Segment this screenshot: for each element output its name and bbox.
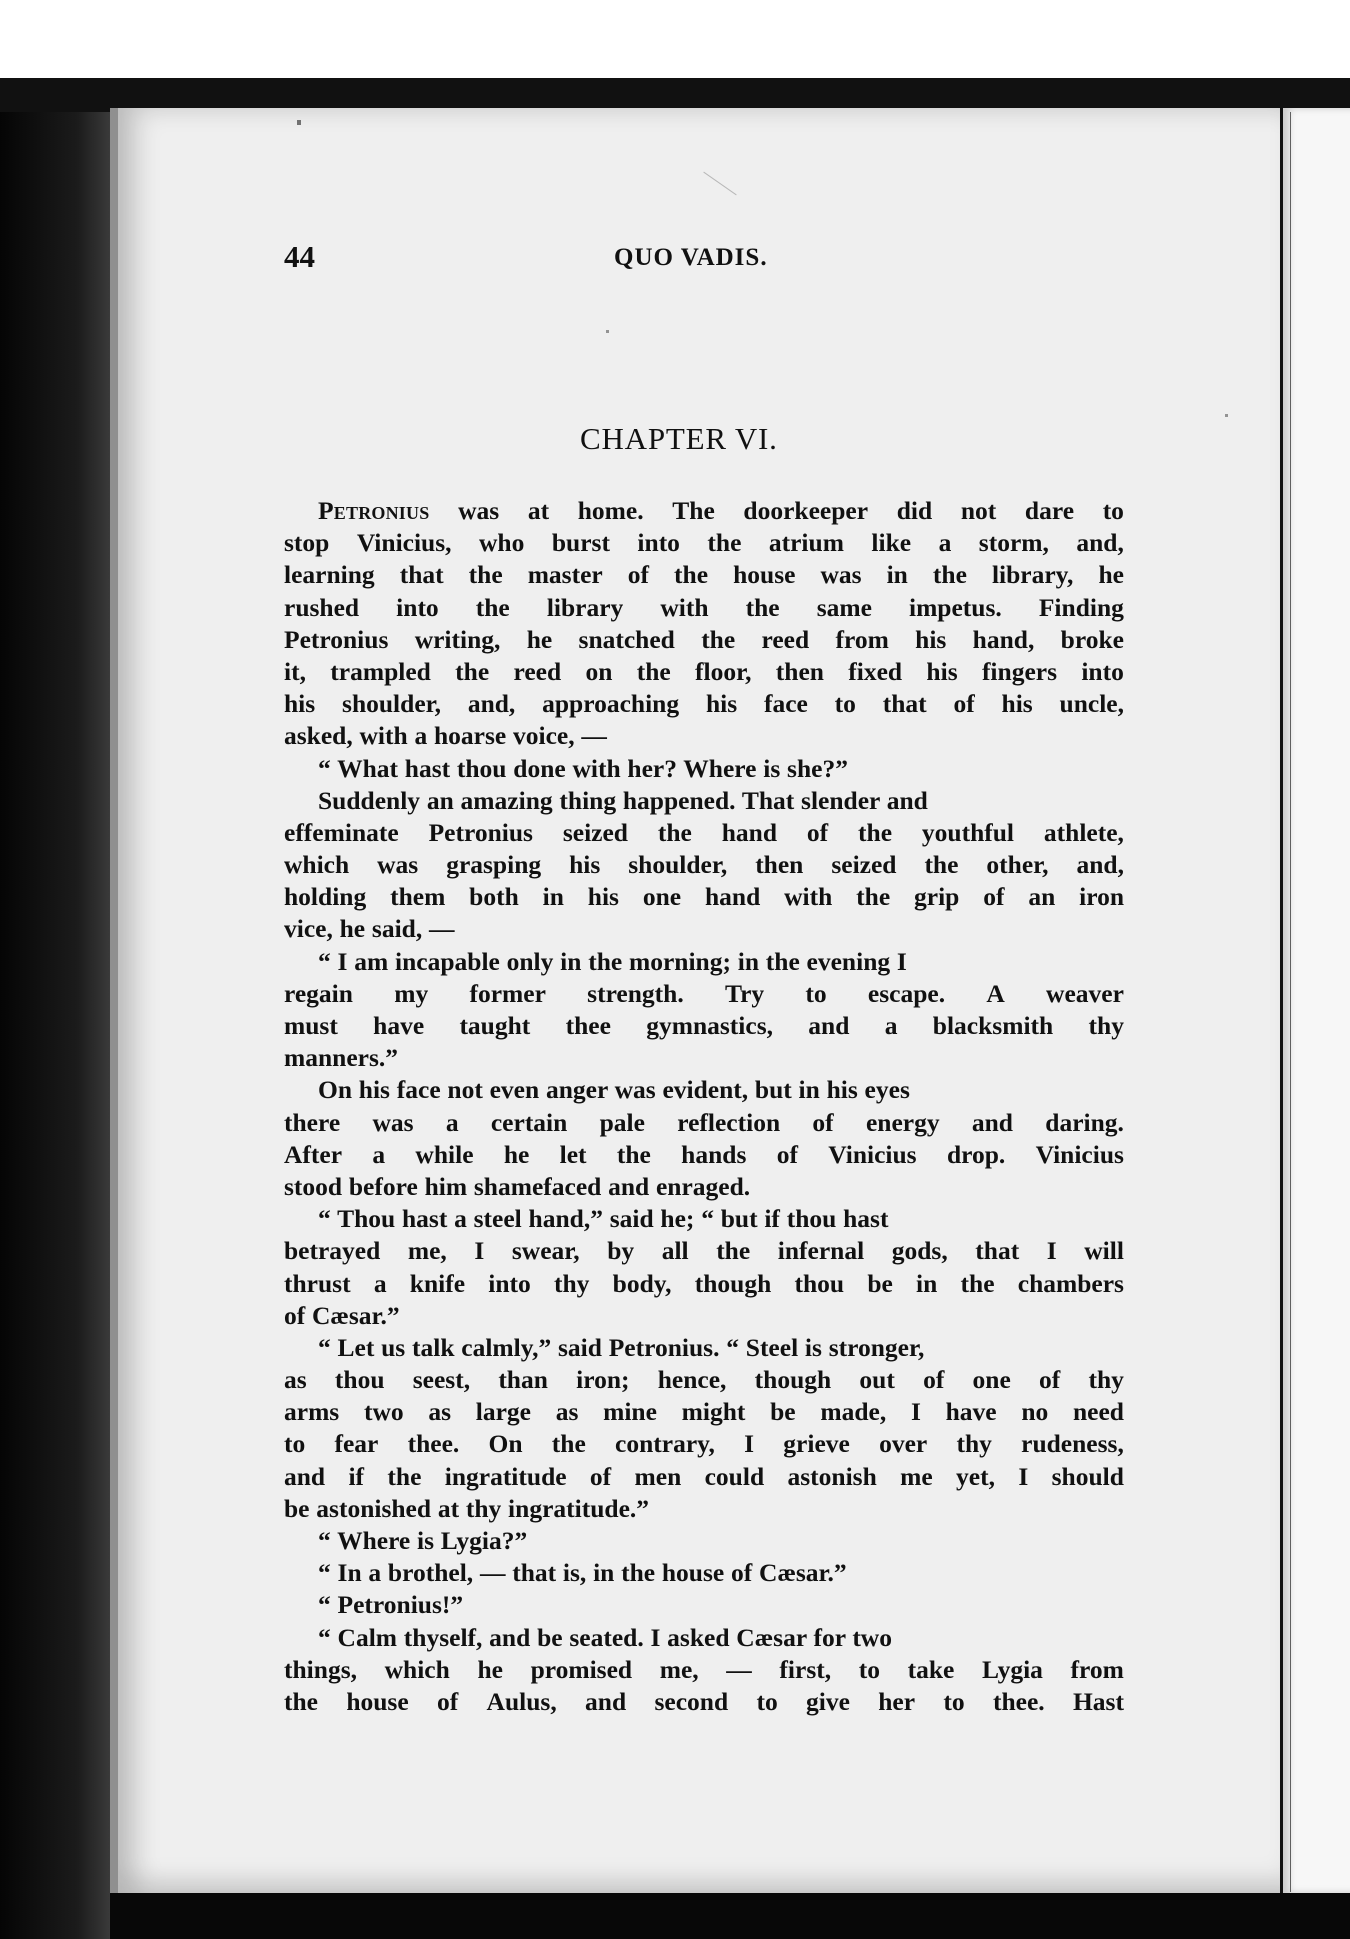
text-word: contrary, <box>615 1429 715 1459</box>
text-word: as <box>428 1397 452 1427</box>
text-word: After <box>284 1139 343 1169</box>
running-title: QUO VADIS. <box>614 244 768 271</box>
text-word: hence, <box>657 1365 727 1395</box>
text-word: them <box>390 882 446 912</box>
text-word: was <box>820 560 862 590</box>
text-word: in <box>916 1268 938 1298</box>
text-word: of <box>983 882 1005 912</box>
text-word: thee. <box>992 1686 1045 1716</box>
text-word: I <box>1018 1461 1029 1491</box>
text-word: Vinicius <box>828 1139 917 1169</box>
chapter-text <box>284 495 1124 1718</box>
text-word: first, <box>779 1654 832 1684</box>
text-line <box>284 592 1124 624</box>
text-line: be astonished at thy ingratitude.” <box>284 1493 650 1523</box>
text-word: of <box>806 817 829 847</box>
text-word: large <box>475 1397 531 1427</box>
text-word: he <box>477 1654 503 1684</box>
text-word: doorkeeper <box>743 496 869 525</box>
text-word: will <box>1084 1236 1124 1266</box>
text-word: snatched <box>578 624 675 654</box>
text-line: On his face not even anger was evident, but in his eyes <box>318 1075 910 1105</box>
text-word: effeminate <box>284 817 399 847</box>
text-word: energy <box>865 1107 940 1137</box>
text-line: “ I am incapable only in the morning; in the evening I <box>318 946 907 976</box>
text-word: to <box>943 1686 965 1716</box>
text-line <box>284 624 1124 656</box>
text-word: other, <box>986 850 1049 880</box>
text-word: give <box>806 1686 850 1716</box>
text-word: reed <box>513 656 562 686</box>
text-word: in <box>886 560 908 590</box>
text-word: it, <box>284 656 306 686</box>
scan-speck <box>1225 414 1228 417</box>
text-word: the <box>932 560 967 590</box>
text-word: her <box>878 1686 916 1716</box>
text-word: rushed <box>284 592 360 622</box>
text-word: he <box>503 1139 530 1169</box>
text-word: though <box>694 1268 772 1298</box>
text-word: his <box>915 624 947 654</box>
text-word: thy <box>554 1268 590 1298</box>
text-word: of <box>923 1365 945 1395</box>
text-word: that <box>882 689 927 719</box>
text-word: on <box>585 656 613 686</box>
text-word: then <box>755 850 804 880</box>
text-line <box>284 1235 1124 1267</box>
text-word: writing, <box>414 624 501 654</box>
text-line <box>284 1461 1124 1493</box>
text-word: the <box>856 882 891 912</box>
text-word: — <box>726 1654 752 1684</box>
text-line <box>284 817 1124 849</box>
text-word: his <box>587 882 619 912</box>
text-word: seized <box>562 817 628 847</box>
text-word: chambers <box>1017 1268 1124 1298</box>
text-word: into <box>637 528 680 558</box>
page-number: 44 <box>284 239 315 274</box>
text-word: the <box>858 817 893 847</box>
text-word: could <box>704 1461 765 1491</box>
text-word: seest, <box>412 1365 471 1395</box>
text-word: me, <box>407 1236 447 1266</box>
text-word: shoulder, <box>342 689 441 719</box>
text-word: burst <box>551 528 610 558</box>
text-word: library <box>546 592 624 622</box>
text-word: and, <box>467 689 516 719</box>
text-word: the <box>745 592 780 622</box>
text-word: over <box>879 1429 928 1459</box>
text-word: blacksmith <box>932 1011 1054 1040</box>
text-word: let <box>559 1139 587 1169</box>
scan-speck <box>606 330 609 333</box>
text-word: I <box>1046 1236 1057 1266</box>
text-word: that <box>975 1236 1020 1266</box>
text-line <box>284 1010 1124 1042</box>
chapter-lead-word: Petronius <box>318 496 430 525</box>
text-word: gods, <box>891 1236 948 1266</box>
text-word: Lygia <box>981 1654 1043 1684</box>
text-word: face <box>763 689 808 719</box>
text-word: he <box>526 624 553 654</box>
text-word: thy <box>1088 1011 1124 1040</box>
text-line: of Cæsar.” <box>284 1300 400 1330</box>
text-word: two <box>363 1397 404 1427</box>
left-scan-shadow <box>0 112 110 1939</box>
text-word: fear <box>334 1429 379 1459</box>
scan-speck <box>297 120 301 125</box>
text-word: reed <box>761 624 810 654</box>
text-word: a <box>373 1268 387 1298</box>
text-word: daring. <box>1045 1107 1124 1137</box>
text-word: who <box>479 528 525 558</box>
text-word: things, <box>284 1654 357 1684</box>
text-line: “ In a brothel, — that is, in the house of Cæsar.” <box>318 1558 847 1588</box>
text-word: need <box>1072 1397 1124 1427</box>
text-word: with <box>784 882 833 912</box>
text-word: the <box>284 1686 318 1716</box>
text-word: no <box>1021 1397 1049 1427</box>
text-line: vice, he said, — <box>284 914 455 944</box>
text-word: mine <box>603 1397 657 1427</box>
text-word: the <box>716 1236 751 1266</box>
text-word: and <box>971 1107 1013 1137</box>
text-word: iron <box>1079 882 1124 912</box>
text-word: of <box>589 1461 612 1491</box>
text-word: taught <box>459 1011 531 1040</box>
text-word: dare <box>1024 496 1075 525</box>
text-word: and, <box>1076 850 1124 880</box>
text-word: his <box>569 850 601 880</box>
text-word: one <box>642 882 682 912</box>
text-word: Hast <box>1072 1686 1124 1716</box>
text-word: like <box>871 528 912 558</box>
text-word: Finding <box>1038 592 1124 622</box>
text-word: library, <box>991 560 1074 590</box>
text-word: the <box>616 1139 651 1169</box>
text-word: thee <box>565 1011 611 1040</box>
text-line: “ Petronius!” <box>318 1590 464 1620</box>
text-word: hand <box>704 882 761 912</box>
text-word: the <box>636 656 671 686</box>
text-word: and <box>808 1011 850 1040</box>
text-word: there <box>284 1107 341 1137</box>
text-word: home. <box>577 496 644 525</box>
text-word: of <box>627 560 650 590</box>
text-word: Vinicius <box>1035 1139 1124 1169</box>
text-word: have <box>945 1397 997 1427</box>
text-line <box>284 849 1124 881</box>
text-word: body, <box>612 1268 672 1298</box>
text-word: On <box>488 1429 523 1459</box>
text-word: into <box>488 1268 531 1298</box>
text-line <box>284 1364 1124 1396</box>
text-word: the <box>455 656 490 686</box>
text-line <box>284 881 1124 913</box>
text-line <box>284 1396 1124 1428</box>
text-word: though <box>754 1365 832 1395</box>
text-word: his <box>284 689 316 719</box>
text-word: hand, <box>972 624 1035 654</box>
text-word: be <box>770 1397 796 1427</box>
text-word: hands <box>681 1139 747 1169</box>
text-word: have <box>373 1011 425 1040</box>
text-word: arms <box>284 1397 340 1427</box>
text-line: stood before him shamefaced and enraged. <box>284 1171 751 1201</box>
text-word: was <box>372 1107 414 1137</box>
text-word: and <box>585 1686 627 1716</box>
text-line <box>284 1654 1124 1686</box>
text-word: knife <box>409 1268 466 1298</box>
text-line: “ Calm thyself, and be seated. I asked Cæsar for two <box>318 1622 892 1652</box>
text-word: by <box>607 1236 635 1266</box>
text-word: Vinicius, <box>356 528 452 558</box>
text-line <box>284 1428 1124 1460</box>
text-word: the <box>468 560 503 590</box>
text-word: his <box>705 689 738 719</box>
text-word: second <box>654 1686 729 1716</box>
text-word: gymnastics, <box>646 1011 773 1040</box>
text-word: betrayed <box>284 1236 381 1266</box>
text-word: thou <box>794 1268 845 1298</box>
text-word: yet, <box>956 1461 995 1491</box>
text-word: I <box>744 1429 755 1459</box>
text-line <box>284 688 1124 720</box>
text-word: from <box>835 624 889 654</box>
text-word: which <box>284 850 350 880</box>
text-line: “ Thou hast a steel hand,” said he; “ but if thou hast <box>318 1204 889 1234</box>
text-word: promised <box>530 1654 633 1684</box>
text-word: holding <box>284 882 367 912</box>
text-word: the <box>707 528 742 558</box>
text-word: A <box>986 978 1005 1008</box>
text-word: fixed <box>848 656 903 686</box>
text-word: in <box>542 882 564 912</box>
text-word: a <box>884 1011 898 1040</box>
text-word: the <box>387 1461 422 1491</box>
text-word: to <box>1102 496 1124 525</box>
text-word: the <box>551 1429 586 1459</box>
text-line <box>284 559 1124 591</box>
text-word: then <box>775 656 824 686</box>
text-word: was <box>377 850 419 880</box>
text-word: broke <box>1060 624 1124 654</box>
text-word: of <box>776 1139 798 1169</box>
text-word: grip <box>914 882 960 912</box>
text-word: storm, <box>978 528 1049 558</box>
text-word: made, <box>820 1397 887 1427</box>
text-word: trampled <box>330 656 431 686</box>
text-word: hand <box>721 817 778 847</box>
text-word: the <box>960 1268 995 1298</box>
text-word: should <box>1051 1461 1124 1491</box>
text-word: thou <box>334 1365 385 1395</box>
chapter-title: CHAPTER VI. <box>580 421 778 456</box>
text-word: Aulus, <box>486 1686 557 1716</box>
text-word: and <box>284 1461 326 1491</box>
text-word: escape. <box>867 978 946 1008</box>
text-word: the <box>657 817 692 847</box>
text-word: shoulder, <box>628 850 728 880</box>
text-line <box>284 978 1124 1010</box>
text-line: Suddenly an amazing thing happened. That slender and <box>318 785 928 815</box>
text-word: swear, <box>511 1236 580 1266</box>
text-line <box>284 495 1124 527</box>
text-word: if <box>348 1461 365 1491</box>
text-word: The <box>672 496 715 525</box>
text-word: the <box>924 850 959 880</box>
text-word: atrium <box>768 528 844 558</box>
text-word: than <box>498 1365 548 1395</box>
text-word: rudeness, <box>1021 1429 1124 1459</box>
text-word: grieve <box>783 1429 850 1459</box>
text-word: of <box>1039 1365 1061 1395</box>
text-word: weaver <box>1046 978 1124 1008</box>
text-word: certain <box>490 1107 568 1137</box>
text-word: seized <box>831 850 897 880</box>
text-word: Try <box>724 978 765 1008</box>
text-word: athlete, <box>1043 817 1124 847</box>
text-word: of <box>436 1686 459 1716</box>
binding-line <box>1290 112 1291 1892</box>
text-word: thy <box>956 1429 992 1459</box>
text-word: house <box>346 1686 409 1716</box>
text-word: same <box>816 592 872 622</box>
text-word: a <box>445 1107 459 1137</box>
text-word: both <box>469 882 519 912</box>
text-word: reflection <box>677 1107 781 1137</box>
text-line: “ What hast thou done with her? Where is she?” <box>318 753 848 783</box>
text-word: an <box>1028 882 1056 912</box>
text-line <box>284 656 1124 688</box>
text-word: that <box>399 560 444 590</box>
text-word: stop <box>284 528 330 558</box>
text-word: former <box>469 978 546 1008</box>
text-word: thrust <box>284 1268 351 1298</box>
text-word: as <box>284 1365 307 1395</box>
text-word: of <box>812 1107 834 1137</box>
text-word: drop. <box>946 1139 1006 1169</box>
page-header <box>284 239 1104 277</box>
text-word: youthful <box>921 817 1015 847</box>
text-word: the <box>475 592 510 622</box>
text-line <box>284 1686 1124 1718</box>
text-word: while <box>415 1139 474 1169</box>
text-word: to <box>858 1654 880 1684</box>
text-line <box>284 1268 1124 1300</box>
text-word: me, <box>659 1654 699 1684</box>
text-word: a <box>372 1139 386 1169</box>
text-word: Petronius <box>428 817 533 847</box>
text-line <box>284 527 1124 559</box>
text-word: I <box>910 1397 921 1427</box>
text-word: approaching <box>542 689 680 719</box>
text-word: house <box>733 560 796 590</box>
text-word: all <box>661 1236 689 1266</box>
text-word: ingratitude <box>444 1461 567 1491</box>
text-word: as <box>555 1397 579 1427</box>
scanner-top-margin <box>0 0 1350 112</box>
text-word: his <box>926 656 958 686</box>
text-word: me <box>900 1461 933 1491</box>
text-word: to <box>284 1429 306 1459</box>
text-word: pale <box>599 1107 645 1137</box>
text-word: his <box>1001 689 1033 719</box>
text-word: to <box>805 978 827 1008</box>
text-word: to <box>834 689 856 719</box>
text-word: men <box>634 1461 682 1491</box>
text-word: grasping <box>446 850 542 880</box>
text-line <box>284 1139 1124 1171</box>
text-line: “ Let us talk calmly,” said Petronius. “ Steel is stronger, <box>318 1332 925 1362</box>
text-word: astonish <box>787 1461 877 1491</box>
text-word: thee. <box>407 1429 460 1459</box>
text-word: impetus. <box>908 592 1002 622</box>
text-word: did <box>896 496 933 525</box>
text-word: fingers <box>981 656 1058 686</box>
text-word: strength. <box>587 978 684 1008</box>
text-line: asked, with a hoarse voice, — <box>284 721 607 751</box>
text-word: at <box>527 496 550 525</box>
text-word: might <box>681 1397 746 1427</box>
text-word: the <box>701 624 736 654</box>
text-word: floor, <box>695 656 752 686</box>
text-word: into <box>396 592 439 622</box>
text-word: uncle, <box>1059 689 1124 719</box>
text-word: my <box>394 978 429 1008</box>
text-word: iron; <box>576 1365 630 1395</box>
text-word: learning <box>284 560 375 590</box>
text-word: and, <box>1076 528 1124 558</box>
text-word: I <box>474 1236 485 1266</box>
text-word: must <box>284 1011 338 1040</box>
text-word: he <box>1098 560 1124 590</box>
text-word: into <box>1081 656 1124 686</box>
text-line: manners.” <box>284 1043 399 1073</box>
text-word: a <box>938 528 952 558</box>
text-line <box>284 1107 1124 1139</box>
text-word: infernal <box>777 1236 865 1266</box>
text-word: out <box>859 1365 895 1395</box>
text-word: regain <box>284 978 353 1008</box>
text-word: take <box>907 1654 955 1684</box>
text-word: of <box>953 689 975 719</box>
text-word: to <box>756 1686 778 1716</box>
text-line: “ Where is Lygia?” <box>318 1526 528 1555</box>
text-word: with <box>660 592 709 622</box>
text-word: was <box>458 496 500 525</box>
text-word: be <box>867 1268 893 1298</box>
text-word: one <box>972 1365 1011 1395</box>
text-word: from <box>1070 1654 1124 1684</box>
text-word: the <box>674 560 709 590</box>
text-word: which <box>384 1654 450 1684</box>
text-word: not <box>960 496 997 525</box>
text-word: master <box>527 560 603 590</box>
text-word: thy <box>1088 1365 1124 1395</box>
text-word: Petronius <box>284 624 389 654</box>
